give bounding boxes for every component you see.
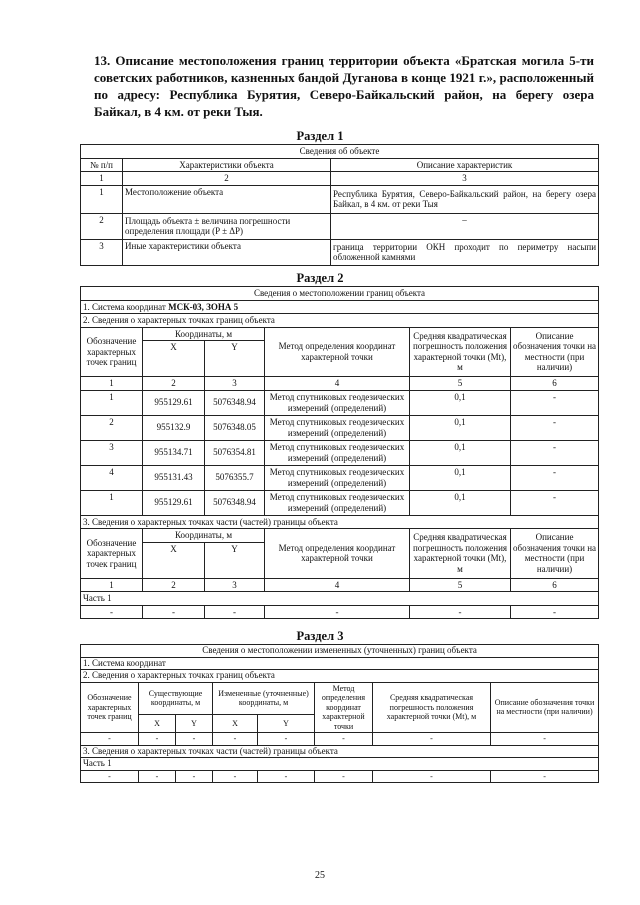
- col-header-characteristic: Характеристики объекта: [123, 158, 331, 172]
- header-x: X: [213, 714, 258, 732]
- header-designation: Обозначение характерных точек границ: [81, 327, 143, 377]
- coordinate-system-label: 1. Система координат: [81, 657, 599, 670]
- point-mt: 0,1: [410, 465, 511, 490]
- point-method: Метод спутниковых геодезических измерений (определений): [265, 490, 410, 515]
- point-x: 955129.61: [143, 390, 205, 415]
- row-description: граница территории ОКН проходит по периметру насыпи обложенной камнями: [331, 239, 599, 265]
- point-id: 2: [81, 415, 143, 440]
- col-number: 6: [511, 578, 599, 592]
- header-x: X: [143, 542, 205, 578]
- table-row: [81, 770, 599, 783]
- header-y: Y: [205, 341, 265, 377]
- dash-cell: -: [491, 770, 599, 783]
- row-number: 1: [81, 185, 123, 213]
- dash-cell: -: [81, 733, 139, 746]
- point-description: -: [511, 490, 599, 515]
- parts-section-label: 3. Сведения о характерных точках части (частей) границы объекта: [81, 745, 599, 758]
- col-header-number: № п/п: [81, 158, 123, 172]
- point-description: -: [511, 390, 599, 415]
- dash-cell: -: [176, 733, 213, 746]
- point-id: 1: [81, 490, 143, 515]
- header-y: Y: [258, 714, 315, 732]
- section-2-table: [80, 286, 599, 619]
- dash-cell: -: [213, 770, 258, 783]
- point-description: -: [511, 440, 599, 465]
- dash-cell: -: [143, 605, 205, 619]
- dash-cell: -: [205, 605, 265, 619]
- header-method: Метод определения координат характерной точки: [265, 529, 410, 579]
- point-description: -: [511, 415, 599, 440]
- col-number: 6: [511, 377, 599, 391]
- header-error: Средняя квадратическая погрешность положения характерной точки (Mt), м: [410, 529, 511, 579]
- col-number: 5: [410, 578, 511, 592]
- header-y: Y: [205, 542, 265, 578]
- col-number: 4: [265, 578, 410, 592]
- col-number: 2: [143, 377, 205, 391]
- table-row: [81, 490, 599, 515]
- dash-cell: -: [265, 605, 410, 619]
- header-description: Описание обозначения точки на местности (при наличии): [511, 529, 599, 579]
- header-method: Метод определения координат характерной точки: [315, 682, 373, 733]
- part-label: Часть 1: [81, 592, 599, 606]
- table-row: [81, 239, 599, 265]
- section-1-heading: Раздел 1: [296, 129, 344, 143]
- header-x: X: [143, 341, 205, 377]
- header-method: Метод определения координат характерной точки: [265, 327, 410, 377]
- point-method: Метод спутниковых геодезических измерений (определений): [265, 415, 410, 440]
- point-y: 5076348.94: [205, 390, 265, 415]
- table-row: [81, 390, 599, 415]
- row-description: –: [331, 213, 599, 239]
- header-coordinates: Координаты, м: [143, 327, 265, 341]
- parts-section-label: 3. Сведения о характерных точках части (частей) границы объекта: [81, 515, 599, 529]
- dash-cell: -: [139, 770, 176, 783]
- dash-cell: -: [491, 733, 599, 746]
- dash-cell: -: [258, 770, 315, 783]
- table-row: [81, 185, 599, 213]
- point-method: Метод спутниковых геодезических измерений (определений): [265, 440, 410, 465]
- section-3-table: [80, 644, 599, 783]
- header-description: Описание обозначения точки на местности (при наличии): [511, 327, 599, 377]
- point-y: 5076348.05: [205, 415, 265, 440]
- row-number: 2: [81, 213, 123, 239]
- dash-cell: -: [511, 605, 599, 619]
- point-y: 5076355.7: [205, 465, 265, 490]
- header-coordinates: Координаты, м: [143, 529, 265, 543]
- point-id: 3: [81, 440, 143, 465]
- row-characteristic: Местоположение объекта: [123, 185, 331, 213]
- dash-cell: -: [258, 733, 315, 746]
- table-row: [81, 213, 599, 239]
- col-number: 5: [410, 377, 511, 391]
- col-number: 3: [205, 377, 265, 391]
- document-title: 13. Описание местоположения границ территории объекта «Братская могила 5-ти советских работников, казненных бандой Дуганова в конце 1921 г.», расположенный по адресу: Республика Бурятия, Северо-Байкальский район, на берегу озера Байкал, в 4 км. от реки Тыя.: [94, 53, 594, 119]
- point-id: 4: [81, 465, 143, 490]
- header-changed-coordinates: Измененные (уточненные) координаты, м: [213, 682, 315, 714]
- header-existing-coordinates: Существующие координаты, м: [139, 682, 213, 714]
- point-mt: 0,1: [410, 490, 511, 515]
- coordinate-system-row: [81, 300, 599, 314]
- dash-cell: -: [315, 770, 373, 783]
- col-number: 1: [81, 172, 123, 186]
- point-y: 5076354.81: [205, 440, 265, 465]
- col-number: 3: [205, 578, 265, 592]
- point-method: Метод спутниковых геодезических измерений (определений): [265, 465, 410, 490]
- point-y: 5076348.94: [205, 490, 265, 515]
- col-number: 1: [81, 578, 143, 592]
- section-3-heading: Раздел 3: [296, 629, 344, 643]
- part-label: Часть 1: [81, 758, 599, 771]
- dash-cell: -: [315, 733, 373, 746]
- col-number: 1: [81, 377, 143, 391]
- col-header-description: Описание характеристик: [331, 158, 599, 172]
- table-row: [81, 605, 599, 619]
- header-designation: Обозначение характерных точек границ: [81, 682, 139, 733]
- col-number: 2: [123, 172, 331, 186]
- point-x: 955129.61: [143, 490, 205, 515]
- header-error: Средняя квадратическая погрешность положения характерной точки (Mt), м: [373, 682, 491, 733]
- section-3-caption: Сведения о местоположении измененных (уточненных) границ объекта: [81, 645, 599, 658]
- table-row: [81, 733, 599, 746]
- coordinate-system-label: 1. Система координат: [83, 301, 166, 312]
- dash-cell: -: [139, 733, 176, 746]
- point-description: -: [511, 465, 599, 490]
- col-number: 2: [143, 578, 205, 592]
- dash-cell: -: [373, 770, 491, 783]
- header-y: Y: [176, 714, 213, 732]
- point-method: Метод спутниковых геодезических измерений (определений): [265, 390, 410, 415]
- coordinate-system-value: МСК-03, ЗОНА 5: [168, 301, 239, 312]
- page-number: 25: [315, 870, 325, 881]
- dash-cell: -: [373, 733, 491, 746]
- header-error: Средняя квадратическая погрешность положения характерной точки (Mt), м: [410, 327, 511, 377]
- header-description: Описание обозначения точки на местности (при наличии): [491, 682, 599, 733]
- row-description: Республика Бурятия, Северо-Байкальский район, на берегу озера Байкал, в 4 км. от реки Тыя: [331, 185, 599, 213]
- point-x: 955131.43: [143, 465, 205, 490]
- col-number: 3: [331, 172, 599, 186]
- points-section-label: 2. Сведения о характерных точках границ объекта: [81, 314, 599, 328]
- point-mt: 0,1: [410, 440, 511, 465]
- point-id: 1: [81, 390, 143, 415]
- row-characteristic: Иные характеристики объекта: [123, 239, 331, 265]
- row-number: 3: [81, 239, 123, 265]
- section-2-caption: Сведения о местоположении границ объекта: [81, 287, 599, 301]
- dash-cell: -: [81, 770, 139, 783]
- dash-cell: -: [213, 733, 258, 746]
- col-number: 4: [265, 377, 410, 391]
- point-mt: 0,1: [410, 415, 511, 440]
- point-mt: 0,1: [410, 390, 511, 415]
- table-row: [81, 415, 599, 440]
- point-x: 955132.9: [143, 415, 205, 440]
- point-x: 955134.71: [143, 440, 205, 465]
- table-row: [81, 465, 599, 490]
- dash-cell: -: [81, 605, 143, 619]
- dash-cell: -: [410, 605, 511, 619]
- section-2-heading: Раздел 2: [296, 271, 344, 285]
- section-1-caption: Сведения об объекте: [81, 145, 599, 159]
- dash-cell: -: [176, 770, 213, 783]
- section-1-table: [80, 144, 599, 266]
- table-row: [81, 440, 599, 465]
- header-x: X: [139, 714, 176, 732]
- header-designation: Обозначение характерных точек границ: [81, 529, 143, 579]
- points-section-label: 2. Сведения о характерных точках границ объекта: [81, 670, 599, 683]
- row-characteristic: Площадь объекта ± величина погрешности определения площади (P ± ΔP): [123, 213, 331, 239]
